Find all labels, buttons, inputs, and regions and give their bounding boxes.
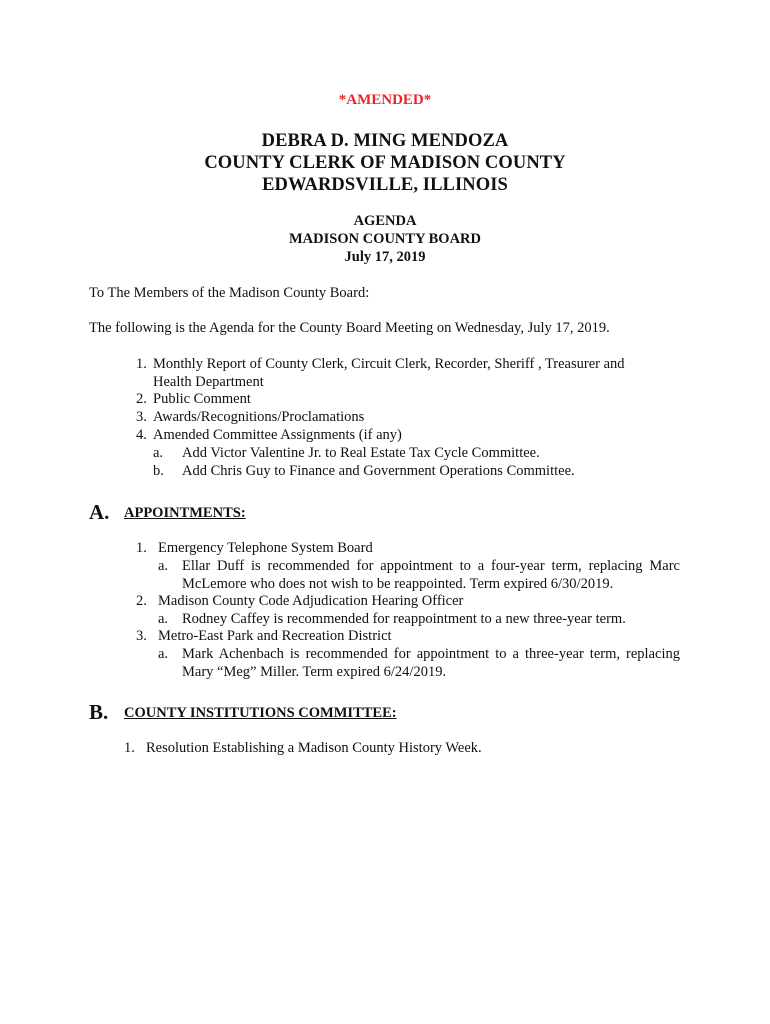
sub-item: Mark Achenbach is recommended for appointment to a three-year term, replacing (182, 646, 680, 662)
list-item-number: 4. (136, 427, 147, 443)
agenda-title: AGENDA (353, 213, 417, 229)
list-item-number: 1. (136, 540, 147, 556)
sub-item-continuation: McLemore who does not wish to be reappointed. Term expired 6/30/2019. (182, 576, 614, 592)
list-item-number: 3. (136, 409, 147, 425)
sub-item-letter: a. (158, 558, 169, 574)
sub-item-letter: a. (158, 646, 169, 662)
list-item-number: 2. (136, 593, 147, 609)
list-item: Resolution Establishing a Madison County History Week. (146, 740, 482, 756)
section-title: COUNTY INSTITUTIONS COMMITTEE: (124, 705, 397, 721)
sub-item-letter: b. (153, 463, 164, 479)
list-item-continuation: Health Department (153, 374, 264, 390)
section-title: APPOINTMENTS: (124, 505, 246, 521)
board-name: MADISON COUNTY BOARD (289, 231, 481, 247)
sub-item: Rodney Caffey is recommended for reappointment to a new three-year term. (182, 611, 626, 627)
amended-banner: *AMENDED* (338, 92, 432, 108)
clerk-office: COUNTY CLERK OF MADISON COUNTY (204, 153, 566, 173)
list-item-number: 2. (136, 391, 147, 407)
list-item: Metro-East Park and Recreation District (158, 628, 392, 644)
list-item: Monthly Report of County Clerk, Circuit Clerk, Recorder, Sheriff , Treasurer and (153, 356, 625, 372)
list-item: Madison County Code Adjudication Hearing Officer (158, 593, 464, 609)
section-letter: B. (89, 700, 109, 724)
clerk-name: DEBRA D. MING MENDOZA (261, 131, 509, 151)
list-item-number: 1. (136, 356, 147, 372)
list-item: Emergency Telephone System Board (158, 540, 373, 556)
list-item: Awards/Recognitions/Proclamations (153, 409, 365, 425)
sub-item: Add Chris Guy to Finance and Government Operations Committee. (182, 463, 575, 479)
sub-item-continuation: Mary “Meg” Miller. Term expired 6/24/2019. (182, 664, 447, 680)
list-item-number: 1. (124, 740, 135, 756)
meeting-date: July 17, 2019 (344, 249, 426, 265)
salutation: To The Members of the Madison County Board: (89, 285, 370, 301)
list-item-number: 3. (136, 628, 147, 644)
intro-paragraph: The following is the Agenda for the County Board Meeting on Wednesday, July 17, 2019. (89, 320, 610, 336)
clerk-location: EDWARDSVILLE, ILLINOIS (262, 175, 508, 195)
sub-item: Ellar Duff is recommended for appointment to a four-year term, replacing Marc (182, 558, 680, 574)
list-item: Amended Committee Assignments (if any) (153, 427, 402, 443)
sub-item: Add Victor Valentine Jr. to Real Estate Tax Cycle Committee. (182, 445, 540, 461)
sub-item-letter: a. (153, 445, 164, 461)
sub-item-letter: a. (158, 611, 169, 627)
section-letter: A. (89, 500, 110, 524)
list-item: Public Comment (153, 391, 251, 407)
